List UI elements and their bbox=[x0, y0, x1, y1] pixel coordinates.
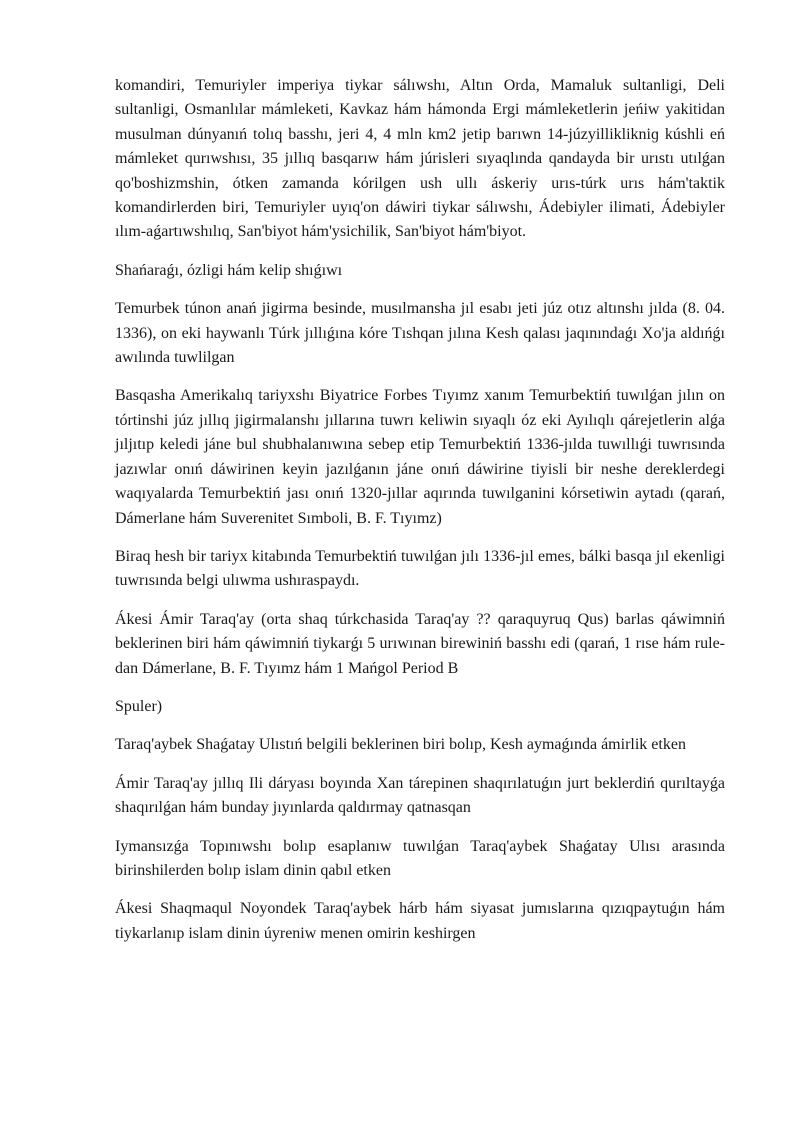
paragraph-birth: Temurbek túnon anań jigirma besinde, musılmansha jıl esabı jeti júz otız altınshı jılda (8. 04. 1336), on eki haywanlı Túrk jıllıǵına kóre Tıshqan jılına Kesh qalası jaqınındaǵı Xo'ja aldıńǵı awılında tuwlilgan bbox=[115, 300, 725, 367]
paragraph-no-other-year: Biraq hesh bir tariyx kitabında Temurbektiń tuwılǵan jılı 1336-jıl emes, bálki basqa jıl ekenligi tuwrısında belgi ulıwma ushıraspaydı. bbox=[115, 547, 725, 590]
paragraph-spuler: Spuler) bbox=[115, 697, 163, 715]
section-heading-origin: Shańaraǵı, ózligi hám kelip shıǵıwı bbox=[115, 261, 343, 279]
document-page bbox=[115, 74, 725, 960]
paragraph-intro: komandiri, Temuriyler imperiya tiykar sálıwshı, Altın Orda, Mamaluk sultanligi, Deli sultanligi, Osmanlılar mámleketi, Kavkaz hám hámonda Ergi mámleketlerin jeńiw yakitidan musulman dúnyanıń tolıq basshı, jeri 4, 4 mln km2 jetip barıwn 14-júzyilliklikniɡ kúshli eń mámleket qurıwshısı, 35 jıllıq basqarıw hám júrisleri sıyaqlında qandayda bir urıstı utılǵan qo'boshizmshin, ótken zamanda kórilgen ush ullı áskeriy urıs-túrk urıs hám'taktik komandirlerden biri, Temuriyler uyıq'on dáwiri tiykar sálıwshı, Ádebiyler ilimati, Ádebiyler ılım-aǵartıwshılıq, San'biyot hám'ysichilik, San'biyot hám'biyot. bbox=[115, 77, 725, 241]
paragraph-forbes: Basqasha Amerikalıq tariyxshı Biyatrice Forbes Tıyımz xanım Temurbektiń tuwılǵan jılın on tórtinshi júz jıllıq jigirmalanshı jıllarına tuwrı keliwin sıyaqlı óz eki Ayılıqlı qárejetlerin alǵa jıljıtıp keledi jáne bul shubhalanıwına sebep etip Temurbektiń 1336-jılda tuwıllıǵi tuwrısında jazıwlar onıń dáwirinen keyin jazılǵanın jáne onıń dáwirine tiyisli bir neshe dereklerdegi waqıyalarda Temurbektiń jası onıń 1320-jıllar aqırında tuwılganini kórsetiwin aytadı (qarań, Dámerlane hám Suverenitet Sımboli, B. F. Tıyımz) bbox=[115, 387, 725, 527]
paragraph-kurultai: Ámir Taraq'ay jıllıq Ili dáryası boyında Xan tárepinen shaqırılatuǵın jurt beklerdiń qurıltayǵa shaqırılǵan hám bunday jıyınlarda qaldırmay qatnasqan bbox=[115, 774, 725, 817]
paragraph-shaqmaqul: Ákesi Shaqmaqul Noyondek Taraq'aybek hárb hám siyasat jumıslarına qızıqpaytuǵın hám tiykarlanıp islam dinin úyreniw menen omirin keshirgen bbox=[115, 900, 725, 942]
paragraph-father: Ákesi Ámir Taraq'ay (orta shaq túrkchasida Taraq'ay ?? qaraquyruq Qus) barlas qáwimniń beklerinen biri hám qáwimniń tiykarǵı 5 urıwınan birewiniń basshı edi (qarań, 1 rıse hám rule-dan Dámerlane, B. F. Tıyımz hám 1 Mańgol Period B bbox=[115, 610, 725, 677]
paragraph-taraqay-bek: Taraq'aybek Shaǵatay Ulıstıń belgili beklerinen biri bolıp, Kesh aymaǵında ámirlik etken bbox=[115, 736, 686, 754]
paragraph-islam: Iymansızǵa Topınıwshı bolıp esaplanıw tuwılǵan Taraq'aybek Shaǵatay Ulısı arasında birinshilerden bolıp islam dinin qabıl etken bbox=[115, 837, 725, 879]
